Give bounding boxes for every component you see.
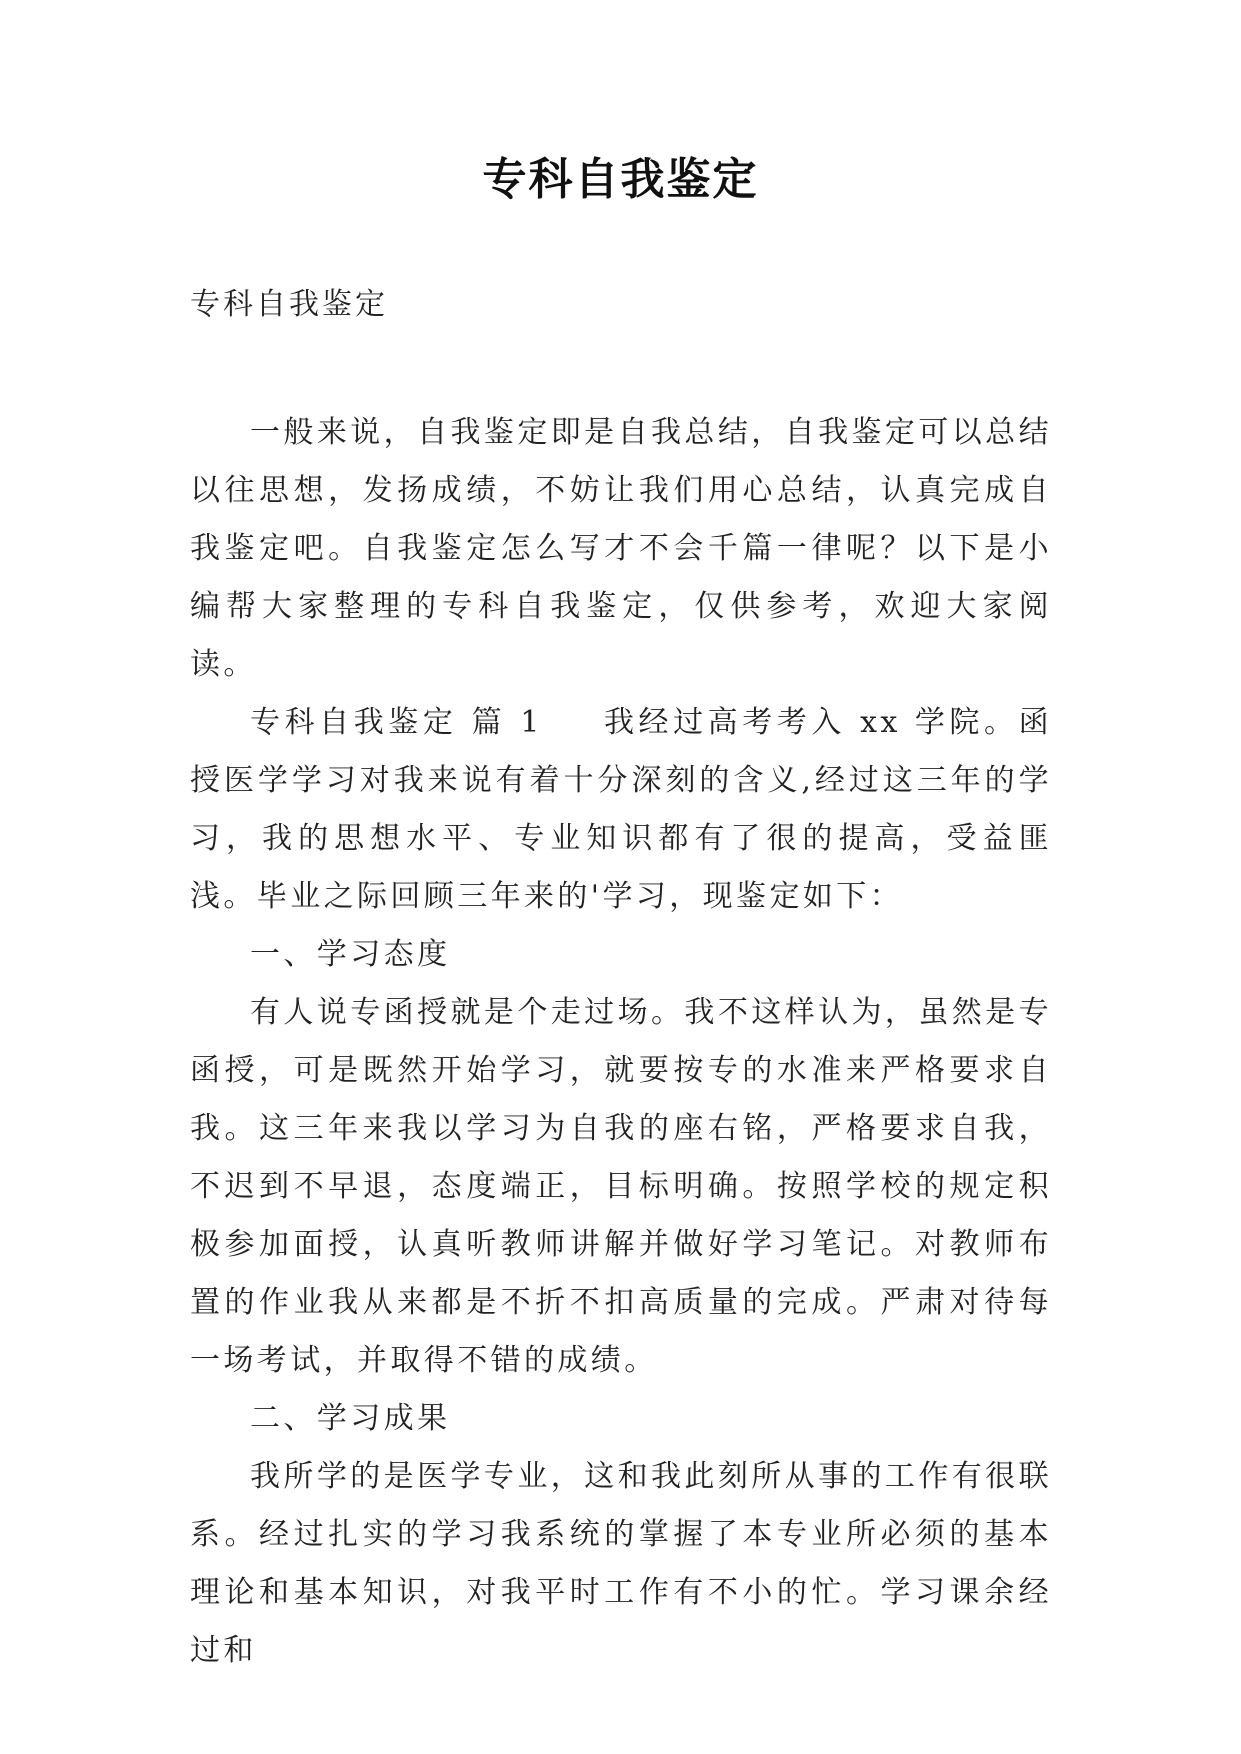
intro-paragraph: 一般来说，自我鉴定即是自我总结，自我鉴定可以总结以往思想，发扬成绩，不妨让我们用心总结，认真完成自我鉴定吧。自我鉴定怎么写才不会千篇一律呢？以下是小编帮大家整理的专科自我鉴定，仅供参考，欢迎大家阅读。 [190,415,1052,682]
attitude-paragraph: 有人说专函授就是个走过场。我不这样认为，虽然是专函授，可是既然开始学习，就要按专的水准来严格要求自我。这三年来我以学习为自我的座右铭，严格要求自我，不迟到不早退，态度端正，目标明确。按照学校的规定积极参加面授，认真听教师讲解并做好学习笔记。对教师布置的作业我从来都是不折不扣高质量的完成。严肃对待每一场考试，并取得不错的成绩。 [190,995,1052,1378]
document-subtitle: 专科自我鉴定 [190,287,388,322]
results-paragraph: 我所学的是医学专业，这和我此刻所从事的工作有很联系。经过扎实的学习我系统的掌握了本专业所必须的基本理论和基本知识，对我平时工作有不小的忙。学习课余经过和 [190,1459,1052,1668]
section1-text: 我经过高考考入 xx 学院。函授医学学习对我来说有着十分深刻的含义,经过这三年的学习，我的思想水平、专业知识都有了很的提高，受益匪浅。毕业之际回顾三年来的'学习，现鉴定如下： [190,705,1052,914]
section1-label: 专科自我鉴定 篇 1 [250,705,543,740]
document-title: 专科自我鉴定 [482,154,759,205]
section1-paragraph [190,694,1052,926]
document-body [190,404,1052,1680]
heading-study-attitude: 一、学习态度 [250,937,451,972]
heading-study-results: 二、学习成果 [250,1401,451,1436]
